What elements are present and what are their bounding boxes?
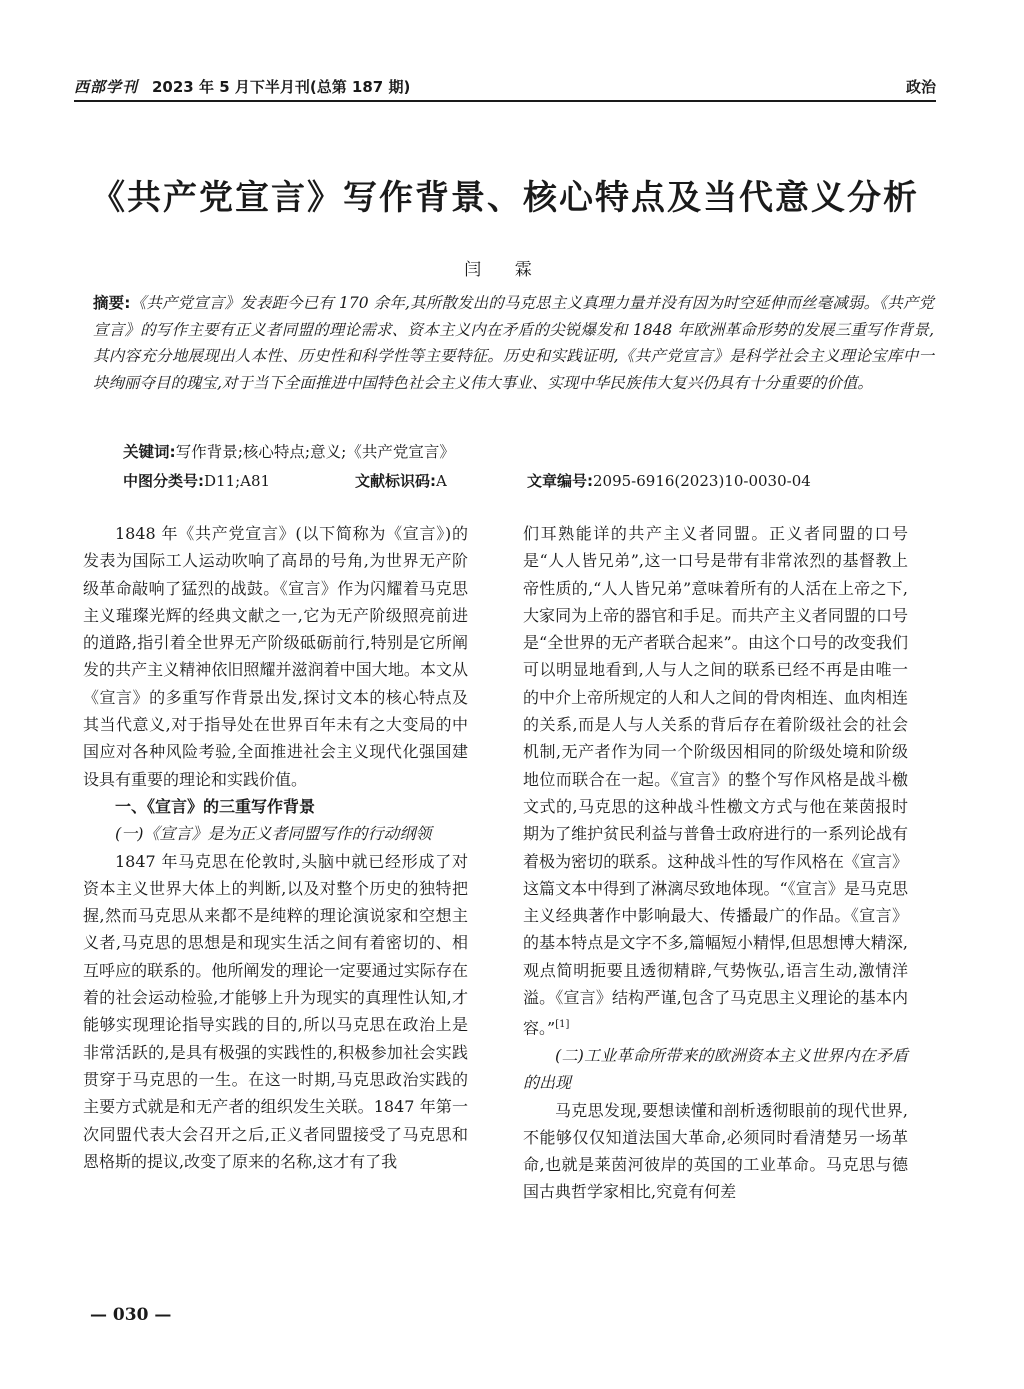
continued-paragraph xyxy=(523,520,908,1042)
clc-number xyxy=(123,470,270,491)
article-number xyxy=(527,470,811,491)
left-column xyxy=(83,520,468,1175)
running-header xyxy=(74,70,936,102)
author-name: 闫 霖 xyxy=(464,260,546,280)
journal-logo: 西部学刊 xyxy=(74,78,139,96)
article-title: 《共产党宣言》写作背景、核心特点及当代意义分析 xyxy=(91,178,919,218)
citation-marker: [1] xyxy=(555,1019,570,1031)
subsection-heading-1: (一)《宣言》是为正义者同盟写作的行动纲领 xyxy=(115,824,432,844)
intro-paragraph: 1848 年《共产党宣言》(以下简称为《宣言》)的发表为国际工人运动吹响了高昂的号角,为世界无产阶级革命敲响了猛烈的战鼓。《宣言》作为闪耀着马克思主义璀璨光辉的经典文献之一,它为无产阶级照亮前进的道路,指引着全世界无产阶级砥砺前行,特别是它所阐发的共产主义精神依旧照耀并滋润着中国大地。本文从《宣言》的多重写作背景出发,探讨文本的核心特点及其当代意义,对于指导处在世界百年未有之大变局的中国应对各种风险考验,全面推进社会主义现代化强国建设具有重要的理论和实践价值。 xyxy=(83,524,468,789)
page-number: — 030 — xyxy=(90,1305,172,1325)
continued-text: 们耳熟能详的共产主义者同盟。正义者同盟的口号是“人人皆兄弟”,这一口号是带有非常浓烈的基督教上帝性质的,“人人皆兄弟”意味着所有的人活在上帝之下,大家同为上帝的器官和手足。而共产主义者同盟的口号是“全世界的无产者联合起来”。由这个口号的改变我们可以明显地看到,人与人之间的联系已经不再是由唯一的中介上帝所规定的人和人之间的骨肉相连、血肉相连的关系,而是人与人关系的背后存在着阶级社会的社会机制,无产者作为同一个阶级因相同的阶级处境和阶级地位而联合在一起。《宣言》的整个写作风格是战斗檄文式的,马克思的这种战斗性檄文方式与他在莱茵报时期为了维护贫民利益与普鲁士政府进行的一系列论战有着极为密切的联系。这种战斗性的写作风格在《宣言》这篇文本中得到了淋漓尽致地体现。“《宣言》是马克思主义经典著作中影响最大、传播最广的作品。《宣言》的基本特点是文字不多,篇幅短小精悍,但思想博大精深,观点简明扼要且透彻精辟,气势恢弘,语言生动,激情洋溢。《宣言》结构严谨,包含了马克思主义理论的基本内容。” xyxy=(523,524,908,1038)
article-label: 文章编号: xyxy=(527,472,593,490)
keywords-text: 写作背景;核心特点;意义;《共产党宣言》 xyxy=(175,443,455,461)
document-code xyxy=(355,470,447,491)
clc-value: D11;A81 xyxy=(204,472,271,490)
abstract xyxy=(93,290,934,396)
abstract-label: 摘要: xyxy=(93,294,131,312)
article-value: 2095-6916(2023)10-0030-04 xyxy=(593,472,811,490)
body-paragraph: 马克思发现,要想读懂和剖析透彻眼前的现代世界,不能够仅仅知道法国大革命,必须同时看清楚另一场革命,也就是莱茵河彼岸的英国的工业革命。马克思与德国古典哲学家相比,究竟有何差 xyxy=(523,1100,908,1202)
section-heading-1: 一、《宣言》的三重写作背景 xyxy=(115,796,316,816)
doc-label: 文献标识码: xyxy=(355,472,436,490)
abstract-text: 《共产党宣言》发表距今已有 170 余年,其所散发出的马克思主义真理力量并没有因为时空延伸而丝毫减弱。《共产党宣言》的写作主要有正义者同盟的理论需求、资本主义内在矛盾的尖锐爆发和 1848 年欧洲革命形势的发展三重写作背景,其内容充分地展现出人本性、历史性和科学性等主要特征。历史和实践证明,《共产党宣言》是科学社会主义理论宝库中一块绚丽夺目的瑰宝,对于当下全面推进中国特色社会主义伟大事业、实现中华民族伟大复兴仍具有十分重要的价值。 xyxy=(93,294,934,392)
section-label: 政治 xyxy=(905,78,936,96)
keywords xyxy=(123,440,455,462)
doc-value: A xyxy=(436,472,447,490)
body-paragraph: 1847 年马克思在伦敦时,头脑中就已经形成了对资本主义世界大体上的判断,以及对整个历史的独特把握,然而马克思从来都不是纯粹的理论演说家和空想主义者,马克思的思想是和现实生活之间有着密切的、相互呼应的联系的。他所阐发的理论一定要通过实际存在着的社会运动检验,才能够上升为现实的真理性认知,才能够实现理论指导实践的目的,所以马克思在政治上是非常活跃的,是具有极强的实践性的,积极参加社会实践贯穿于马克思的一生。在这一时期,马克思政治实践的主要方式就是和无产者的组织发生关联。1847 年第一次同盟代表大会召开之后,正义者同盟接受了马克思和恩格斯的提议,改变了原来的名称,这才有了我 xyxy=(83,851,468,1171)
clc-label: 中图分类号: xyxy=(123,472,204,490)
right-column xyxy=(523,520,908,1206)
keywords-label: 关键词: xyxy=(123,443,176,461)
subsection-heading-2: (二)工业革命所带来的欧洲资本主义世界内在矛盾的出现 xyxy=(523,1045,908,1093)
issue-info: 2023 年 5 月下半月刊(总第 187 期) xyxy=(152,78,411,96)
